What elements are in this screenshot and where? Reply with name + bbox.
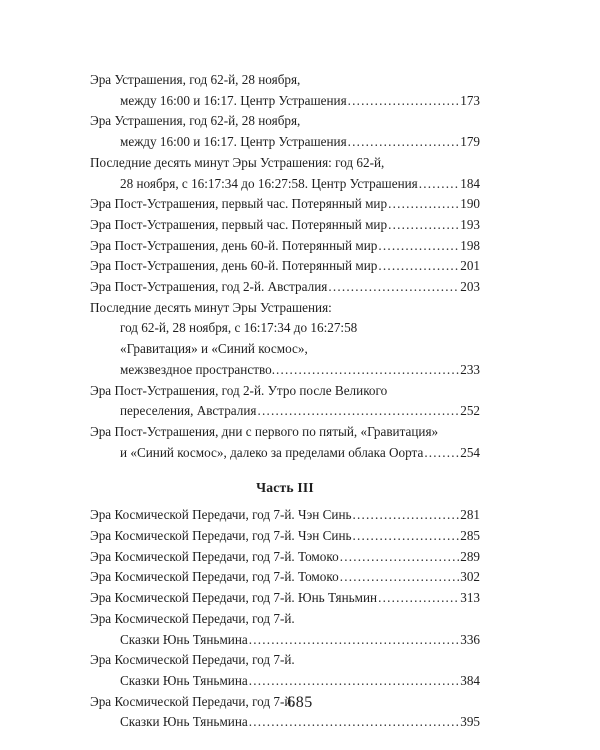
toc-entry-page: 233 bbox=[460, 361, 480, 377]
toc-entry-page: 302 bbox=[460, 569, 480, 585]
toc-entry-title: Эра Пост-Устрашения, день 60-й. Потерянный мир bbox=[90, 258, 378, 274]
dot-leader bbox=[419, 174, 459, 195]
dot-leader bbox=[249, 712, 459, 733]
toc-entry-title: Эра Пост-Устрашения, первый час. Потерянный мир bbox=[90, 196, 388, 212]
toc-entry-title: Эра Пост-Устрашения, дни с первого по пятый, «Гравитация» bbox=[90, 423, 439, 439]
dot-leader bbox=[388, 215, 459, 236]
toc-entry-line bbox=[90, 547, 480, 568]
toc-entry-line bbox=[90, 505, 480, 526]
toc-entry bbox=[90, 609, 480, 650]
toc-entry-line bbox=[90, 256, 480, 277]
toc-entry-title: Эра Космической Передачи, год 7-й. bbox=[90, 652, 295, 668]
toc-entry-title: Эра Космической Передачи, год 7-й. bbox=[90, 693, 295, 709]
toc-entry-title: Эра Космической Передачи, год 7-й. Томоко bbox=[90, 569, 339, 585]
toc-entry-line bbox=[90, 236, 480, 257]
toc-entry bbox=[90, 194, 480, 215]
dot-leader bbox=[276, 360, 459, 381]
toc-entry bbox=[90, 298, 480, 381]
toc-entry-page: 336 bbox=[460, 631, 480, 647]
toc-entry bbox=[90, 70, 480, 111]
toc-entry-page: 198 bbox=[460, 237, 480, 253]
toc-entry-page: 173 bbox=[460, 92, 480, 108]
toc-entry-page: 203 bbox=[460, 279, 480, 295]
page-number: 685 bbox=[287, 694, 313, 711]
toc-entry bbox=[90, 567, 480, 588]
toc-entry-page: 252 bbox=[460, 403, 480, 419]
toc-part-2 bbox=[90, 70, 480, 463]
toc-entry-page: 313 bbox=[460, 590, 480, 606]
toc-entry bbox=[90, 111, 480, 152]
dot-leader bbox=[340, 547, 460, 568]
dot-leader bbox=[378, 588, 459, 609]
toc-entry-title: и «Синий космос», далеко за пределами облака Оорта bbox=[120, 444, 424, 460]
toc-entry-title: Эра Космической Передачи, год 7-й. Томоко bbox=[90, 548, 339, 564]
dot-leader bbox=[340, 567, 460, 588]
toc-entry-title: Эра Пост-Устрашения, год 2-й. Утро после Великого bbox=[90, 382, 388, 398]
toc-entry-line bbox=[90, 712, 480, 733]
toc-entry-page: 184 bbox=[460, 175, 480, 191]
toc-entry-page: 190 bbox=[460, 196, 480, 212]
toc-entry bbox=[90, 236, 480, 257]
toc-entry-title: год 62-й, 28 ноября, с 16:17:34 до 16:27:58 bbox=[120, 320, 358, 336]
toc-entry-page: 281 bbox=[460, 507, 480, 523]
toc-entry bbox=[90, 526, 480, 547]
toc-entry-line bbox=[90, 215, 480, 236]
toc-entry-line bbox=[90, 526, 480, 547]
section-heading: Часть III bbox=[256, 480, 314, 496]
toc-entry-page: 179 bbox=[460, 134, 480, 150]
toc-entry-line bbox=[90, 111, 480, 132]
toc-entry bbox=[90, 505, 480, 526]
dot-leader bbox=[378, 256, 459, 277]
toc-entry bbox=[90, 277, 480, 298]
toc-entry-line bbox=[90, 174, 480, 195]
toc-entry-title: Сказки Юнь Тяньмина bbox=[120, 714, 248, 730]
toc-entry-title: Последние десять минут Эры Устрашения: год 62-й, bbox=[90, 154, 385, 170]
dot-leader bbox=[257, 401, 459, 422]
toc-entry-line bbox=[90, 422, 480, 443]
toc-entry-line bbox=[90, 630, 480, 651]
toc-entry-title: межзвездное пространство. bbox=[120, 361, 275, 377]
toc-entry-title: Эра Космической Передачи, год 7-й. Юнь Тяньмин bbox=[90, 590, 378, 606]
toc-entry-page: 289 bbox=[460, 548, 480, 564]
toc-entry bbox=[90, 650, 480, 691]
toc-entry-page: 395 bbox=[460, 714, 480, 730]
toc-entry-title: Эра Пост-Устрашения, год 2-й. Австралия bbox=[90, 279, 328, 295]
toc-entry-line bbox=[90, 298, 480, 319]
toc-entry-line bbox=[90, 609, 480, 630]
toc-entry-title: между 16:00 и 16:17. Центр Устрашения bbox=[120, 92, 347, 108]
toc-entry-title: Сказки Юнь Тяньмина bbox=[120, 672, 248, 688]
toc-entry-title: Эра Пост-Устрашения, день 60-й. Потерянный мир bbox=[90, 237, 378, 253]
toc-entry-line bbox=[90, 318, 480, 339]
toc-entry-title: переселения, Австралия bbox=[120, 403, 257, 419]
toc-entry-line bbox=[90, 339, 480, 360]
toc-entry-page: 201 bbox=[460, 258, 480, 274]
toc-entry bbox=[90, 153, 480, 194]
toc-entry-line bbox=[90, 70, 480, 91]
toc-entry-title: Эра Устрашения, год 62-й, 28 ноября, bbox=[90, 72, 301, 87]
toc-entry-line bbox=[90, 671, 480, 692]
toc-entry-title: Эра Устрашения, год 62-й, 28 ноября, bbox=[90, 113, 301, 129]
toc-entry-title: 28 ноября, с 16:17:34 до 16:27:58. Центр Устрашения bbox=[120, 175, 418, 191]
toc-entry-page: 254 bbox=[460, 444, 480, 460]
toc-entry-line bbox=[90, 567, 480, 588]
toc-entry-line bbox=[90, 194, 480, 215]
dot-leader bbox=[328, 277, 459, 298]
toc-entry-title: Сказки Юнь Тяньмина bbox=[120, 631, 248, 647]
dot-leader bbox=[378, 236, 459, 257]
toc-entry-line bbox=[90, 401, 480, 422]
dot-leader bbox=[348, 132, 460, 153]
toc-entry-line bbox=[90, 381, 480, 402]
toc-entry-line bbox=[90, 360, 480, 381]
toc-entry-title: Эра Космической Передачи, год 7-й. Чэн Синь bbox=[90, 507, 352, 523]
toc-entry-line bbox=[90, 153, 480, 174]
toc-entry-line bbox=[90, 132, 480, 153]
table-of-contents bbox=[90, 70, 480, 733]
toc-entry bbox=[90, 588, 480, 609]
toc-entry-line bbox=[90, 588, 480, 609]
toc-entry-title: Эра Космической Передачи, год 7-й. bbox=[90, 610, 295, 626]
toc-entry bbox=[90, 381, 480, 422]
toc-entry-page: 285 bbox=[460, 528, 480, 544]
toc-entry bbox=[90, 256, 480, 277]
toc-entry-title: «Гравитация» и «Синий космос», bbox=[120, 341, 308, 357]
toc-entry-title: между 16:00 и 16:17. Центр Устрашения bbox=[120, 134, 347, 150]
toc-entry-page: 193 bbox=[460, 216, 480, 232]
dot-leader bbox=[249, 671, 459, 692]
dot-leader bbox=[353, 505, 460, 526]
toc-entry-line bbox=[90, 443, 480, 464]
toc-entry-title: Эра Космической Передачи, год 7-й. Чэн Синь bbox=[90, 528, 352, 544]
toc-entry-line bbox=[90, 277, 480, 298]
toc-entry bbox=[90, 215, 480, 236]
toc-entry bbox=[90, 422, 480, 463]
toc-entry-line bbox=[90, 650, 480, 671]
dot-leader bbox=[353, 526, 460, 547]
dot-leader bbox=[348, 91, 460, 112]
toc-entry bbox=[90, 547, 480, 568]
toc-entry-line bbox=[90, 91, 480, 112]
dot-leader bbox=[388, 194, 459, 215]
dot-leader bbox=[249, 630, 459, 651]
toc-entry-title: Эра Пост-Устрашения, первый час. Потерянный мир bbox=[90, 216, 388, 232]
dot-leader bbox=[424, 443, 459, 464]
toc-entry-page: 384 bbox=[460, 672, 480, 688]
toc-entry-title: Последние десять минут Эры Устрашения: bbox=[90, 299, 332, 315]
